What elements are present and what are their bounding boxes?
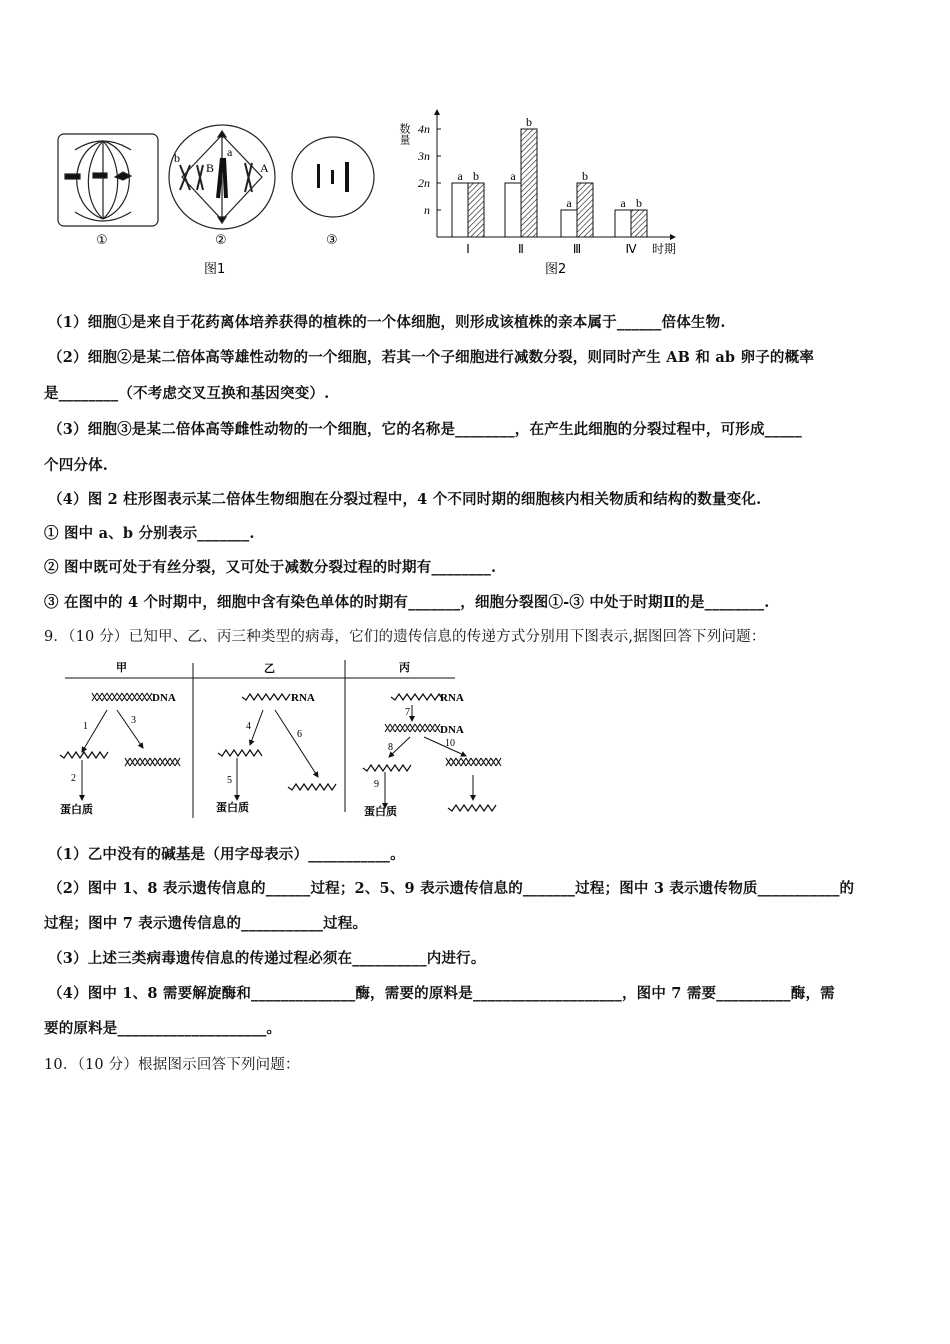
figure1-caption: 图1 <box>204 262 226 277</box>
bing-rna-strand <box>391 694 443 700</box>
bing-rna-label: RNA <box>440 692 464 704</box>
bar-b <box>468 183 484 237</box>
bar-label: b <box>582 169 588 183</box>
x-tick-label: Ⅳ <box>625 242 637 256</box>
q9-part4-cont: 要的原料是____________________。 <box>44 1020 282 1037</box>
yi-rna-label: RNA <box>291 692 315 704</box>
bar-label: b <box>473 169 479 183</box>
bar-label: a <box>510 169 516 183</box>
yi-rna-strand <box>242 694 290 700</box>
bar-chart <box>398 110 676 277</box>
bar-a <box>452 183 468 237</box>
bar-label: b <box>636 196 642 210</box>
jia-rna-strand <box>60 752 108 758</box>
q8-part4: （4）图 2 柱形图表示某二倍体生物细胞在分裂过程中，4 个不同时期的细胞核内相关物质和结构的数量变化. <box>48 491 762 508</box>
cell-2-diagram <box>169 125 275 229</box>
chart-title: 图2 <box>545 262 567 277</box>
bing-dna-label: DNA <box>440 724 464 736</box>
gene-B: B <box>206 161 215 175</box>
step-6: 6 <box>297 729 302 740</box>
bar-label: a <box>457 169 463 183</box>
q8-part2-cont: 是________（不考虑交叉互换和基因突变）. <box>44 385 330 402</box>
q8-part1: （1）细胞①是来自于花药离体培养获得的植株的一个体细胞，则形成该植株的亲本属于______倍体生物. <box>48 314 726 331</box>
cell-1-diagram <box>58 134 158 226</box>
step-10: 10 <box>445 738 455 749</box>
q8-part4-sub3: ③ 在图中的 4 个时期中，细胞中含有染色单体的时期有_______，细胞分裂图①-③ 中处于时期Ⅱ的是________. <box>44 594 770 611</box>
bar-label: b <box>526 115 532 129</box>
arrow-3 <box>117 710 143 748</box>
yi-rna-mrna <box>218 750 262 756</box>
step-7: 7 <box>405 707 410 718</box>
y-tick-label: 4n <box>418 122 430 136</box>
q8-part3: （3）细胞③是某二倍体高等雌性动物的一个细胞，它的名称是________，在产生此细胞的分裂过程中，可形成_____ <box>48 421 802 438</box>
bing-protein-label: 蛋白质 <box>364 806 397 818</box>
yi-protein-label: 蛋白质 <box>216 802 249 814</box>
step-8: 8 <box>388 742 393 753</box>
bar-b <box>521 129 537 237</box>
bar-label: a <box>566 196 572 210</box>
x-tick-label: Ⅰ <box>466 242 470 256</box>
jia-dna-label: DNA <box>152 692 176 704</box>
x-axis-label: 时期 <box>652 242 677 256</box>
cell-label-2: ② <box>215 233 227 248</box>
step-5: 5 <box>227 775 232 786</box>
bar-a <box>505 183 521 237</box>
yi-rna-copy <box>288 784 336 790</box>
bar-label: a <box>620 196 626 210</box>
cell-label-1: ① <box>96 233 108 248</box>
gene-a: a <box>227 145 233 159</box>
q9-part2: （2）图中 1、8 表示遗传信息的______过程；2、5、9 表示遗传信息的_______过程；图中 3 表示遗传物质___________的 <box>48 880 855 897</box>
q9-part3: （3）上述三类病毒遗传信息的传递过程必须在__________内进行。 <box>48 950 486 967</box>
gene-A: A <box>260 161 269 175</box>
y-axis-label: 数量 <box>398 123 410 145</box>
bing-rna-mrna <box>363 765 411 771</box>
bing-dna-copy <box>446 758 501 766</box>
bar-b <box>631 210 647 237</box>
column-jia: 甲 <box>116 662 127 674</box>
bar-b <box>577 183 593 237</box>
step-2: 2 <box>71 773 76 784</box>
figure1-labels <box>96 233 338 277</box>
q8-part3-cont: 个四分体. <box>44 457 109 474</box>
q8-part2: （2）细胞②是某二倍体高等雄性动物的一个细胞，若其一个子细胞进行减数分裂，则同时产生 AB 和 ab 卵子的概率 <box>48 349 815 366</box>
y-tick-label: 2n <box>418 176 430 190</box>
q8-part4-sub1: ① 图中 a、b 分别表示_______. <box>44 525 255 542</box>
step-4: 4 <box>246 721 251 732</box>
arrow-4 <box>250 710 263 745</box>
q8-part4-sub2: ② 图中既可处于有丝分裂，又可处于减数分裂过程的时期有________. <box>44 559 497 576</box>
jia-dna-copy <box>125 758 180 766</box>
cell-3-diagram <box>292 137 374 217</box>
q9-part2-cont: 过程；图中 7 表示遗传信息的___________过程。 <box>44 915 368 932</box>
y-tick-label: 3n <box>418 149 430 163</box>
q10-title: 10．（10 分）根据图示回答下列问题： <box>44 1057 300 1073</box>
x-tick-label: Ⅱ <box>518 242 524 256</box>
y-tick-label: n <box>424 203 430 217</box>
q9-part4: （4）图中 1、8 需要解旋酶和______________酶，需要的原料是____________________，图中 7 需要__________酶，需 <box>48 985 835 1002</box>
q9-title: 9．（10 分）已知甲、乙、丙三种类型的病毒，它们的遗传信息的传递方式分别用下图表示,据图回答下列问题： <box>44 629 766 645</box>
x-tick-label: Ⅲ <box>572 242 582 256</box>
jia-dna-strand <box>92 693 152 701</box>
bar-a <box>561 210 577 237</box>
column-yi: 乙 <box>264 663 275 675</box>
virus-info-flow-diagram <box>60 660 501 818</box>
step-1: 1 <box>83 721 88 732</box>
step-9: 9 <box>374 779 379 790</box>
cell-label-3: ③ <box>326 233 338 248</box>
bar-a <box>615 210 631 237</box>
bing-rna-out <box>448 805 496 811</box>
jia-protein-label: 蛋白质 <box>60 804 93 816</box>
step-3: 3 <box>131 715 136 726</box>
bing-dna-strand <box>385 724 440 732</box>
q9-part1: （1）乙中没有的碱基是（用字母表示）___________。 <box>48 846 405 863</box>
gene-b: b <box>174 151 180 165</box>
column-bing: 丙 <box>399 662 410 674</box>
arrow-6 <box>275 710 318 777</box>
